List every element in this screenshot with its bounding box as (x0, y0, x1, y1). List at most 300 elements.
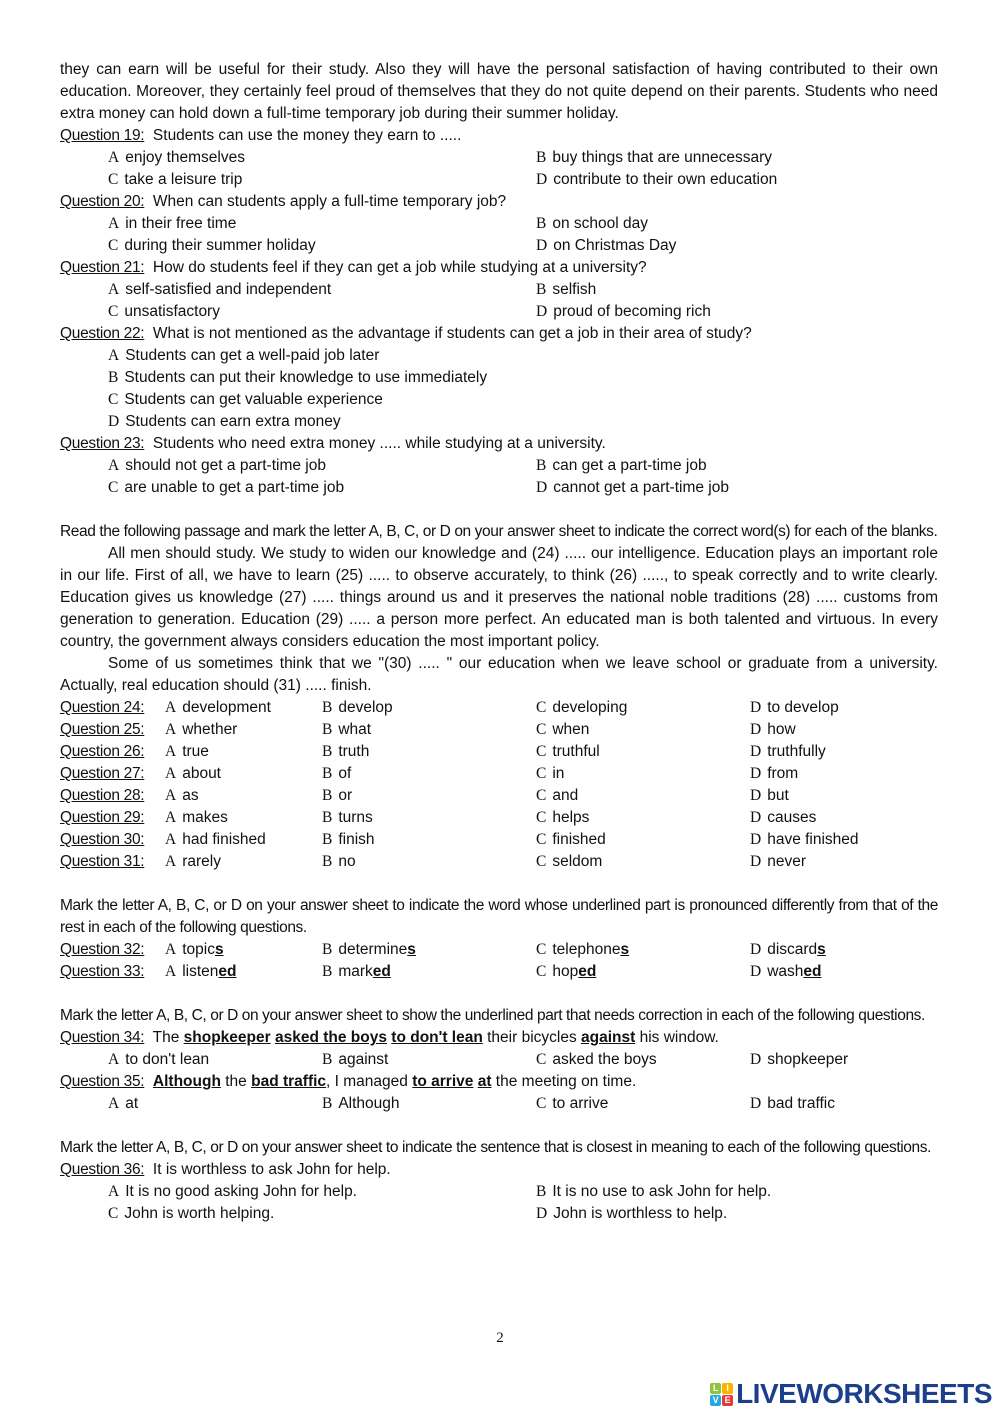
answer-option-c[interactable] (536, 961, 596, 983)
option-letter: A (165, 743, 177, 760)
option-letter: C (536, 963, 547, 980)
options-row (60, 301, 938, 323)
text-segment: helps (552, 809, 590, 826)
option-letter: C (536, 809, 547, 826)
option-letter: D (108, 413, 120, 430)
text-segment: of (338, 765, 352, 782)
question-label: Question 19: (60, 127, 145, 144)
answer-option-a[interactable] (108, 213, 236, 235)
question-label: Question 31: (60, 853, 145, 870)
question (60, 697, 938, 719)
option-letter: D (750, 853, 762, 870)
answer-option-c[interactable] (536, 939, 629, 961)
text-segment: cannot get a part-time job (553, 479, 729, 496)
answer-option-b[interactable] (322, 1049, 388, 1071)
text-segment: whether (182, 721, 238, 738)
option-letter: D (536, 171, 548, 188)
text-segment: their bicycles (482, 1029, 582, 1046)
option-letter: D (750, 1051, 762, 1068)
option-letter: B (322, 765, 333, 782)
answer-option-b[interactable] (536, 279, 596, 301)
answer-option-d[interactable] (536, 169, 777, 191)
text-segment: contribute to their own education (553, 171, 778, 188)
text-segment: seldom (552, 853, 603, 870)
question-label: Question 33: (60, 963, 145, 980)
answer-option-c[interactable] (536, 763, 564, 785)
text-segment: telephone (552, 941, 621, 958)
question (60, 719, 938, 741)
answer-option-a[interactable] (108, 345, 379, 367)
text-segment: Although (338, 1095, 400, 1112)
answer-option-d[interactable] (750, 741, 826, 763)
text-segment: rarely (182, 853, 221, 870)
text-segment: , I managed (326, 1073, 413, 1090)
option-letter: D (750, 699, 762, 716)
option-letter: B (536, 1183, 547, 1200)
option-letter: A (108, 281, 120, 298)
option-letter: C (108, 1205, 119, 1222)
options-row (60, 147, 938, 169)
spacer (60, 873, 938, 895)
answer-option-d[interactable] (750, 763, 798, 785)
answer-option-b[interactable] (322, 961, 391, 983)
question-label: Question 27: (60, 765, 145, 782)
text-segment: unsatisfactory (124, 303, 220, 320)
option-letter: C (536, 831, 547, 848)
question-row (60, 763, 938, 785)
underlined-part: to don't lean (391, 1029, 483, 1046)
section-instruction: Read the following passage and mark the letter A, B, C, or D on your answer sheet to indicate the correct word(s) for each of the blanks. (60, 523, 938, 540)
option-letter: C (108, 171, 119, 188)
answer-option-c[interactable] (536, 1049, 657, 1071)
option-letter: B (322, 809, 333, 826)
option-letter: C (536, 743, 547, 760)
question-row (60, 719, 938, 741)
text-segment: When can students apply a full-time temporary job? (152, 193, 507, 210)
answer-option-b[interactable] (322, 741, 369, 763)
passage-paragraph: Some of us sometimes think that we "(30) ..... " our education when we leave school or graduate from a university. Actually, real education should (31) ..... finish. (60, 655, 938, 694)
question-stem (60, 1159, 938, 1181)
text-segment: finish (338, 831, 375, 848)
text-segment: never (767, 853, 806, 870)
option-letter: D (750, 941, 762, 958)
question (60, 125, 938, 191)
text-segment: wash (767, 963, 804, 980)
option-letter: D (536, 479, 548, 496)
question (60, 1027, 938, 1071)
options-row (60, 1203, 938, 1225)
answer-option-b[interactable] (322, 785, 352, 807)
option-letter: D (536, 303, 548, 320)
underlined-part: bad traffic (251, 1073, 327, 1090)
option-letter: A (165, 963, 177, 980)
text-segment: when (552, 721, 590, 738)
underlined-part: s (817, 941, 826, 958)
option-letter: B (322, 699, 333, 716)
logo-text: LIVEWORKSHEETS (736, 1378, 992, 1409)
text-segment: turns (338, 809, 373, 826)
section-instruction: Mark the letter A, B, C, or D on your answer sheet to show the underlined part that needs correction in each of the following questions. (60, 1007, 925, 1024)
question (60, 939, 938, 961)
text-segment: listen (182, 963, 219, 980)
text-segment: John is worthless to help. (553, 1205, 728, 1222)
question-row (60, 939, 938, 961)
option-letter: C (536, 853, 547, 870)
answer-option-d[interactable] (750, 719, 796, 741)
text-segment: Students can get valuable experience (124, 391, 383, 408)
text-segment: and (552, 787, 579, 804)
option-letter: B (322, 787, 333, 804)
options-row (60, 389, 938, 411)
option-letter: B (322, 743, 333, 760)
option-letter: B (322, 853, 333, 870)
question-label: Question 26: (60, 743, 145, 760)
option-letter: A (108, 1095, 120, 1112)
answer-option-a[interactable] (108, 455, 326, 477)
answer-option-c[interactable] (536, 719, 589, 741)
option-letter: A (108, 149, 120, 166)
text-segment: development (182, 699, 271, 716)
option-letter: B (536, 149, 547, 166)
answer-option-a[interactable] (165, 785, 199, 807)
text-segment: Students can use the money they earn to ..... (152, 127, 462, 144)
text-segment: causes (767, 809, 817, 826)
text-segment: self-satisfied and independent (125, 281, 332, 298)
section-instruction: Mark the letter A, B, C, or D on your answer sheet to indicate the word whose underlined part is pronounced differently from that of the rest in each of the following questions. (60, 897, 938, 936)
answer-option-a[interactable] (165, 697, 271, 719)
text-segment: It is worthless to ask John for help. (152, 1161, 391, 1178)
underlined-part: to arrive (412, 1073, 474, 1090)
question-stem (60, 191, 938, 213)
text-segment: mark (338, 963, 373, 980)
option-letter: B (322, 941, 333, 958)
section-instruction: Mark the letter A, B, C, or D on your answer sheet to indicate the sentence that is closest in meaning to each of the following questions. (60, 1139, 932, 1156)
options-row (60, 279, 938, 301)
question-stem (60, 257, 938, 279)
spacer (60, 983, 938, 1005)
text-segment: how (767, 721, 796, 738)
text-segment: on Christmas Day (553, 237, 677, 254)
text-segment: or (338, 787, 353, 804)
spacer (60, 1115, 938, 1137)
answer-option-a[interactable] (165, 719, 237, 741)
worksheet-page (60, 59, 938, 1225)
answer-option-c[interactable] (536, 785, 578, 807)
question-row (60, 829, 938, 851)
text-segment: truthfully (767, 743, 826, 760)
option-letter: A (108, 347, 120, 364)
text-segment: topic (182, 941, 215, 958)
option-letter: A (108, 457, 120, 474)
answer-option-a[interactable] (165, 741, 209, 763)
text-segment: what (338, 721, 372, 738)
logo-tile: I (722, 1383, 733, 1394)
answer-option-b[interactable] (108, 367, 487, 389)
question-label: Question 28: (60, 787, 145, 804)
text-segment: truthful (552, 743, 600, 760)
text-segment: proud of becoming rich (553, 303, 711, 320)
spacer (60, 499, 938, 521)
option-letter: C (108, 479, 119, 496)
answer-option-b[interactable] (322, 763, 351, 785)
answer-option-b[interactable] (322, 829, 375, 851)
option-letter: D (750, 765, 762, 782)
text-segment: against (338, 1051, 389, 1068)
text-segment: How do students feel if they can get a job while studying at a university? (152, 259, 647, 276)
option-letter: D (750, 963, 762, 980)
answer-option-a[interactable] (108, 147, 245, 169)
passage-paragraph: All men should study. We study to widen our knowledge and (24) ..... our intelligence. Education plays an important role in our life. First of all, we have to learn (25) ..... to observe accurately, to think (26) ....., to speak correctly and to write clearly. Education gives us knowledge (27) ..... things around us and it preserves the national noble traditions (28) ..... customs from generation to generation. Education (29) ..... a person more perfect. An educated man is both talented and virtuous. In every country, the government always considers education the most important policy. (60, 545, 938, 650)
text-segment: as (182, 787, 199, 804)
options-row (60, 235, 938, 257)
answer-option-d[interactable] (536, 477, 729, 499)
answer-option-c[interactable] (536, 697, 627, 719)
answer-option-b[interactable] (536, 147, 772, 169)
option-letter: D (536, 237, 548, 254)
answer-option-c[interactable] (108, 1203, 274, 1225)
answer-option-a[interactable] (165, 939, 224, 961)
answer-option-b[interactable] (322, 851, 356, 873)
option-letter: C (536, 941, 547, 958)
underlined-part: ed (578, 963, 597, 980)
logo-tiles-icon (710, 1383, 733, 1406)
text-segment: asked the boys (552, 1051, 657, 1068)
text-segment: hop (552, 963, 579, 980)
question (60, 807, 938, 829)
text-segment: Students can get a well-paid job later (125, 347, 380, 364)
question-row (60, 741, 938, 763)
answer-option-d[interactable] (750, 829, 859, 851)
text-segment: John is worth helping. (124, 1205, 275, 1222)
option-letter: B (322, 1051, 333, 1068)
option-letter: C (536, 1051, 547, 1068)
question (60, 741, 938, 763)
logo-tile: V (710, 1395, 721, 1406)
answer-option-d[interactable] (750, 851, 806, 873)
text-segment: What is not mentioned as the advantage if students can get a job in their area of study? (152, 325, 752, 342)
option-letter: A (165, 699, 177, 716)
answer-option-a[interactable] (165, 807, 228, 829)
option-letter: A (165, 941, 177, 958)
option-letter: D (750, 809, 762, 826)
text-segment: have finished (767, 831, 859, 848)
text-segment: selfish (552, 281, 597, 298)
question-label: Question 24: (60, 699, 145, 716)
option-letter: A (165, 721, 177, 738)
answer-option-d[interactable] (108, 411, 341, 433)
question-stem (60, 433, 938, 455)
text-segment: from (767, 765, 799, 782)
answer-option-d[interactable] (750, 961, 821, 983)
answer-option-d[interactable] (750, 1049, 848, 1071)
answer-option-c[interactable] (108, 235, 316, 257)
text-segment: to don't lean (125, 1051, 210, 1068)
underlined-part: s (407, 941, 416, 958)
option-letter: C (536, 1095, 547, 1112)
options-row (60, 213, 938, 235)
answer-option-a[interactable] (165, 961, 236, 983)
answer-option-d[interactable] (750, 1093, 835, 1115)
text-segment: determine (338, 941, 408, 958)
option-letter: B (108, 369, 119, 386)
answer-option-b[interactable] (536, 455, 707, 477)
answer-option-c[interactable] (108, 301, 220, 323)
options-row (60, 169, 938, 191)
text-segment: enjoy themselves (125, 149, 245, 166)
answer-option-d[interactable] (536, 1203, 727, 1225)
logo-tile: E (722, 1395, 733, 1406)
answer-option-b[interactable] (322, 697, 393, 719)
answer-option-b[interactable] (322, 939, 416, 961)
option-letter: C (536, 787, 547, 804)
answer-option-a[interactable] (108, 1049, 209, 1071)
text-segment: Students who need extra money ..... while studying at a university. (152, 435, 606, 452)
logo-tile: L (710, 1383, 721, 1394)
answer-option-d[interactable] (750, 939, 826, 961)
text-segment: the meeting on time. (491, 1073, 637, 1090)
question (60, 829, 938, 851)
option-letter: C (108, 237, 119, 254)
answer-option-b[interactable] (322, 719, 371, 741)
option-letter: A (165, 787, 177, 804)
underlined-part: s (620, 941, 630, 958)
answer-option-c[interactable] (108, 169, 242, 191)
answer-option-d[interactable] (536, 301, 711, 323)
question-label: Question 29: (60, 809, 145, 826)
question (60, 1071, 938, 1115)
answer-option-d[interactable] (536, 235, 676, 257)
text-segment: shopkeeper (767, 1051, 849, 1068)
answer-option-d[interactable] (750, 785, 789, 807)
question-row (60, 851, 938, 873)
option-letter: B (322, 831, 333, 848)
text-segment: his window. (635, 1029, 719, 1046)
text-segment: the (220, 1073, 252, 1090)
answer-option-a[interactable] (108, 279, 331, 301)
option-letter: A (165, 831, 177, 848)
question (60, 323, 938, 433)
option-letter: B (322, 721, 333, 738)
underlined-part: asked the boys (274, 1029, 387, 1046)
option-letter: B (536, 457, 547, 474)
text-segment: in their free time (125, 215, 237, 232)
question (60, 851, 938, 873)
option-letter: C (536, 765, 547, 782)
text-segment: It is no good asking John for help. (125, 1183, 357, 1200)
options-row (60, 1181, 938, 1203)
text-segment: makes (182, 809, 228, 826)
option-letter: C (536, 721, 547, 738)
answer-option-c[interactable] (536, 851, 602, 873)
text-segment: but (767, 787, 789, 804)
underlined-part: s (214, 941, 224, 958)
underlined-part: shopkeeper (183, 1029, 271, 1046)
option-letter: D (750, 831, 762, 848)
answer-option-c[interactable] (108, 477, 344, 499)
text-segment: on school day (552, 215, 648, 232)
option-letter: B (322, 1095, 333, 1112)
question (60, 257, 938, 323)
options-row (60, 411, 938, 433)
answer-option-d[interactable] (750, 807, 816, 829)
options-row (60, 367, 938, 389)
text-segment: Students can put their knowledge to use immediately (124, 369, 488, 386)
text-segment: should not get a part-time job (125, 457, 326, 474)
option-letter: C (108, 303, 119, 320)
text-segment: take a leisure trip (124, 171, 243, 188)
liveworksheets-logo (710, 1378, 992, 1410)
answer-option-b[interactable] (536, 1181, 771, 1203)
text-segment: buy things that are unnecessary (552, 149, 773, 166)
question-row (60, 807, 938, 829)
option-letter: D (750, 1095, 762, 1112)
question-row (60, 697, 938, 719)
question-label: Question 22: (60, 325, 145, 342)
underlined-part: ed (372, 963, 391, 980)
text-segment: Students can earn extra money (125, 413, 341, 430)
option-letter: A (108, 1051, 120, 1068)
question (60, 785, 938, 807)
text-segment: true (182, 743, 209, 760)
question (60, 1159, 938, 1225)
answer-option-a[interactable] (108, 1093, 138, 1115)
answer-option-a[interactable] (108, 1181, 357, 1203)
question-label: Question 21: (60, 259, 145, 276)
question-stem (60, 1027, 938, 1049)
question-label: Question 20: (60, 193, 145, 210)
option-letter: A (165, 809, 177, 826)
answer-option-a[interactable] (165, 851, 221, 873)
option-letter: D (750, 743, 762, 760)
text-segment: about (182, 765, 221, 782)
question-stem (60, 1071, 938, 1093)
question-label: Question 25: (60, 721, 145, 738)
answer-option-a[interactable] (165, 763, 221, 785)
text-segment: develop (338, 699, 393, 716)
answer-option-c[interactable] (536, 829, 606, 851)
underlined-part: against (581, 1029, 636, 1046)
text-segment: to develop (767, 699, 839, 716)
answer-option-b[interactable] (322, 1093, 400, 1115)
passage-text: they can earn will be useful for their study. Also they will have the personal satisfaction of having contributed to their own education. Moreover, they certainly feel proud of themselves that they do not quite depend on their parents. Students who need extra money can hold down a full-time temporary job during their summer holiday. (60, 61, 938, 122)
answer-option-c[interactable] (108, 389, 383, 411)
question-row (60, 961, 938, 983)
option-letter: A (108, 1183, 120, 1200)
option-letter: B (322, 963, 333, 980)
answer-option-c[interactable] (536, 741, 600, 763)
text-segment: finished (552, 831, 606, 848)
options-row (60, 477, 938, 499)
text-segment: at (125, 1095, 139, 1112)
answer-option-c[interactable] (536, 807, 589, 829)
answer-option-d[interactable] (750, 697, 839, 719)
text-segment: during their summer holiday (124, 237, 316, 254)
options-row (60, 1049, 938, 1071)
question-label: Question 36: (60, 1161, 145, 1178)
answer-option-b[interactable] (322, 807, 373, 829)
text-segment: can get a part-time job (552, 457, 707, 474)
question (60, 763, 938, 785)
text-segment: bad traffic (767, 1095, 835, 1112)
option-letter: B (536, 215, 547, 232)
answer-option-b[interactable] (536, 213, 648, 235)
text-segment: It is no use to ask John for help. (552, 1183, 772, 1200)
text-segment: The (152, 1029, 184, 1046)
answer-option-a[interactable] (165, 829, 266, 851)
answer-option-c[interactable] (536, 1093, 608, 1115)
option-letter: A (165, 765, 177, 782)
underlined-part: at (477, 1073, 492, 1090)
